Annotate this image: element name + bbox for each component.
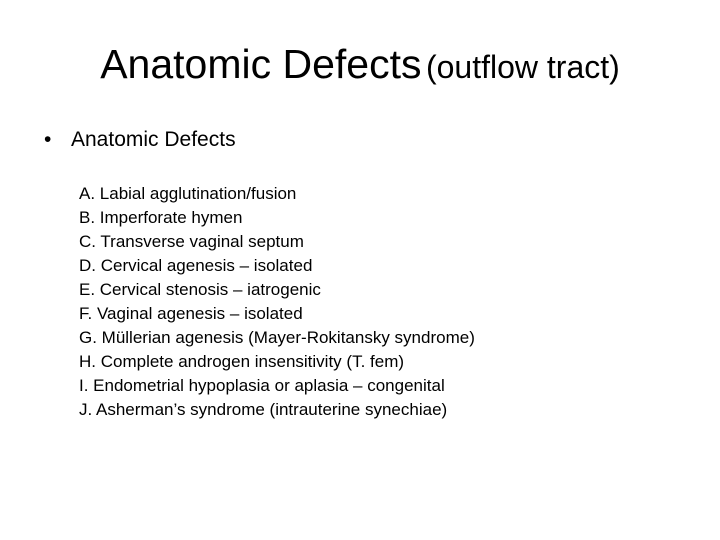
defect-item-e: E. Cervical stenosis – iatrogenic [79,280,321,299]
defect-item-c: C. Transverse vaginal septum [79,232,304,251]
slide-title [0,42,720,87]
slide-title-main: Anatomic Defects [100,41,422,87]
defect-item-d: D. Cervical agenesis – isolated [79,256,313,275]
defect-item-j: J. Asherman’s syndrome (intrauterine synechiae) [79,400,448,419]
bullet-dot-icon: • [44,128,52,151]
defect-item-a: A. Labial agglutination/fusion [79,184,297,203]
bullet-text: Anatomic Defects [71,128,236,151]
defect-list [79,182,475,422]
slide-title-subtitle: (outflow tract) [425,49,620,85]
defect-item-h: H. Complete androgen insensitivity (T. fem) [79,352,405,371]
defect-item-g: G. Müllerian agenesis (Mayer-Rokitansky syndrome) [79,328,475,347]
defect-item-i: I. Endometrial hypoplasia or aplasia – congenital [79,376,445,395]
bullet-item [44,126,236,154]
defect-item-b: B. Imperforate hymen [79,208,243,227]
defect-item-f: F. Vaginal agenesis – isolated [79,304,303,323]
